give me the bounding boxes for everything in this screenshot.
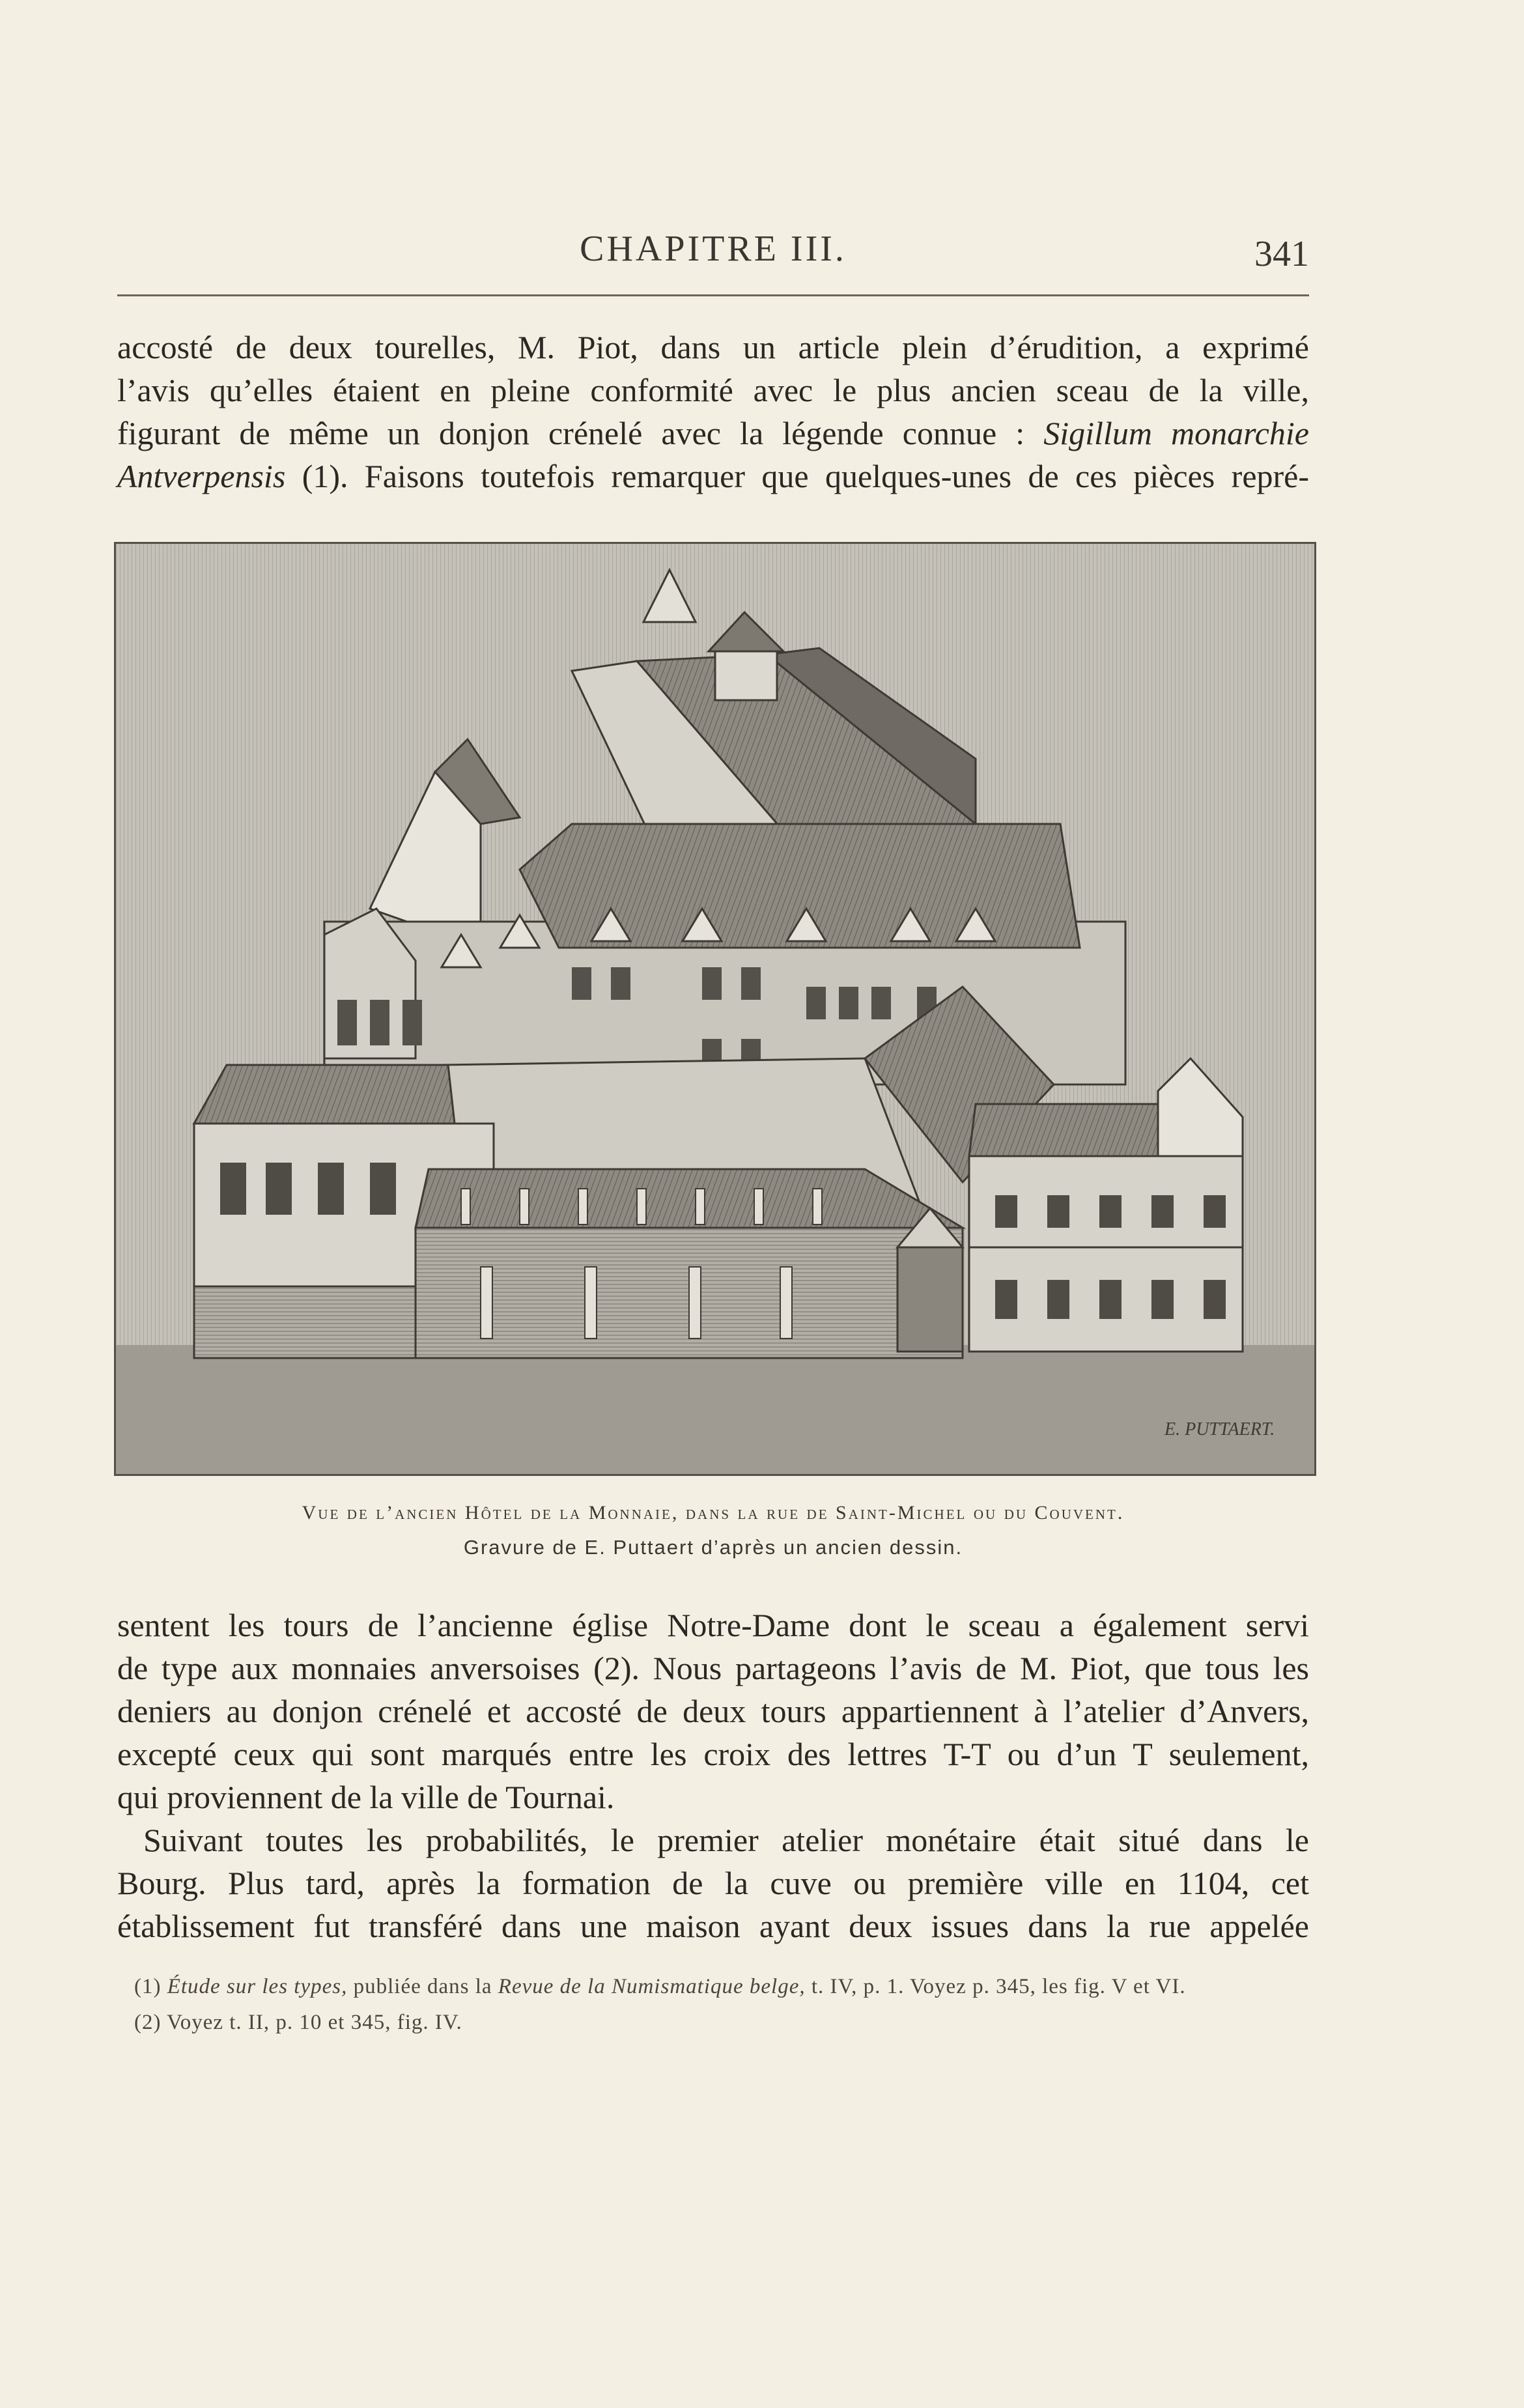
footnote-2: (2) Voyez t. II, p. 10 et 345, fig. IV.: [134, 2011, 462, 2034]
engraver-signature: E. PUTTAERT.: [1164, 1419, 1275, 1439]
text-line: sentent les tours de l’ancienne église Notre-Dame dont le sceau a également servi: [117, 1607, 1309, 1643]
text-line: accosté de deux tourelles, M. Piot, dans un article plein d’érudition, a exprimé: [117, 329, 1309, 365]
text-fragment: (1). Faisons toutefois remarquer que quelques-unes de ces pièces repré-: [302, 458, 1310, 494]
footnote-number: (1): [134, 1975, 162, 1998]
text-line: excepté ceux qui sont marqués entre les croix des lettres T-T ou d’un T seulement,: [117, 1736, 1309, 1772]
figure-caption-title: Vue de l’ancien Hôtel de la Monnaie, dans la rue de Saint-Michel ou du Couvent.: [302, 1502, 1125, 1523]
header-rule: [117, 294, 1309, 296]
running-head: [117, 228, 1309, 280]
text-line: [117, 412, 1309, 455]
text-line: établissement fut transféré dans une maison ayant deux issues dans la rue appelée: [117, 1908, 1309, 1944]
text-line: Suivant toutes les probabilités, le premier atelier monétaire était situé dans le: [143, 1822, 1309, 1858]
footnote-text: publiée dans la: [353, 1975, 492, 1998]
seal-legend: Sigillum monarchie: [1043, 415, 1310, 451]
chapter-title: CHAPITRE III.: [580, 229, 847, 269]
paragraph-2: [117, 1604, 1309, 1819]
footnote-text: t. IV, p. 1. Voyez p. 345, les fig. V et VI.: [811, 1975, 1186, 1998]
text-line: de type aux monnaies anversoises (2). Nous partageons l’avis de M. Piot, que tous les: [117, 1650, 1309, 1686]
figure-caption-credit: Gravure de E. Puttaert d’après un ancien dessin.: [463, 1536, 963, 1559]
text-line: Bourg. Plus tard, après la formation de la cuve ou première ville en 1104, cet: [117, 1865, 1309, 1901]
footnote-1: [134, 1970, 1306, 2003]
paragraph-3: [117, 1819, 1309, 1948]
seal-legend-cont: Antverpensis: [117, 458, 286, 494]
text-line: deniers au donjon crénelé et accosté de deux tours appartiennent à l’atelier d’Anvers,: [117, 1693, 1309, 1729]
engraving-illustration: [114, 542, 1316, 1476]
text-line: qui proviennent de la ville de Tournai.: [117, 1779, 615, 1815]
footnote-title: Étude sur les types,: [167, 1975, 348, 1998]
text-line: [117, 455, 1309, 498]
building-engraving: [116, 544, 1314, 1474]
text-line: l’avis qu’elles étaient en pleine conformité avec le plus ancien sceau de la ville,: [117, 372, 1309, 408]
footnote-journal: Revue de la Numismatique belge,: [498, 1975, 806, 1998]
text-fragment: figurant de même un donjon crénelé avec la légende connue :: [117, 415, 1025, 451]
page-number: 341: [1254, 234, 1309, 274]
paragraph-1: [117, 326, 1309, 498]
